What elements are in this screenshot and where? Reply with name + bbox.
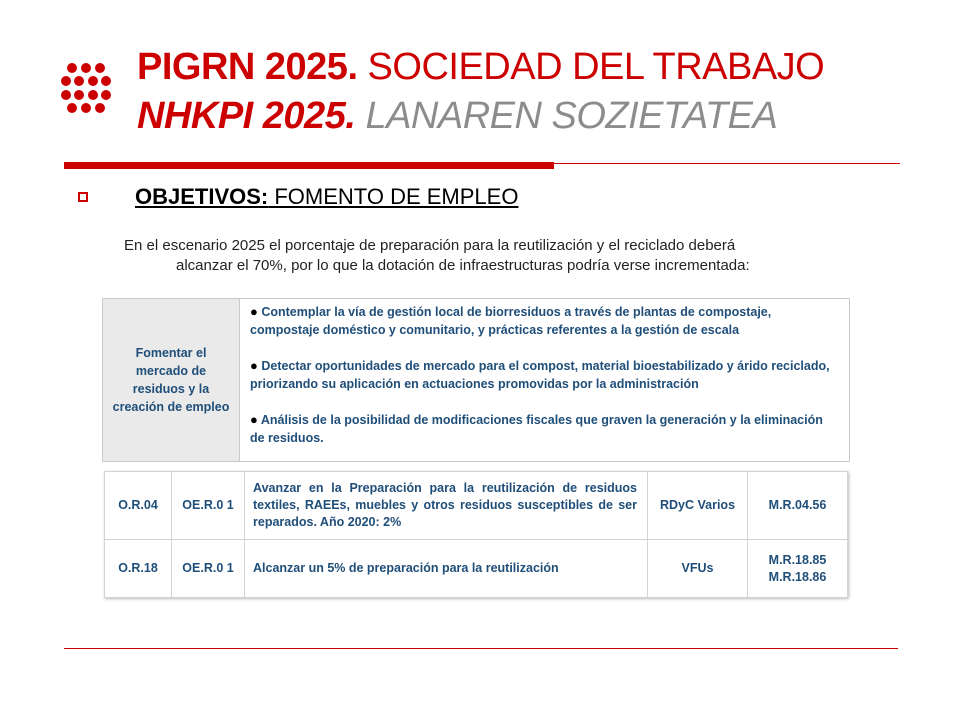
intro-line-2: alcanzar el 70%, por lo que la dotación de infraestructuras podría verse incrementada: (176, 257, 750, 274)
title-line1-rest: SOCIEDAD DEL TRABAJO (357, 46, 825, 88)
objective-responsible: VFUs (648, 540, 748, 598)
measures-table (102, 298, 850, 462)
objectives-table (104, 471, 848, 598)
table-row (105, 472, 848, 540)
objective-measure: M.R.18.85 M.R.18.86 (748, 540, 848, 598)
title-line2-rest: LANAREN SOZIETATEA (355, 95, 778, 137)
bullet-dot-icon: ● (250, 304, 258, 319)
square-bullet-icon (78, 192, 88, 202)
table-row (105, 540, 848, 598)
section-title: FOMENTO DE EMPLEO (268, 184, 519, 209)
footer-rule (64, 648, 898, 649)
measure-item (250, 303, 839, 339)
measures-list (240, 299, 849, 461)
measure-text: Análisis de la posibilidad de modificaciones fiscales que graven la generación y la eliminación de residuos. (250, 413, 823, 445)
measure-item (250, 357, 839, 393)
objective-measure: M.R.04.56 (748, 472, 848, 540)
bullet-dot-icon: ● (250, 412, 258, 427)
objective-description: Alcanzar un 5% de preparación para la reutilización (245, 540, 648, 598)
section-heading (135, 184, 518, 210)
bullet-dot-icon: ● (250, 358, 258, 373)
objective-responsible: RDyC Varios (648, 472, 748, 540)
objective-oe: OE.R.0 1 (172, 472, 245, 540)
title-line2-strong: NHKPI 2025. (137, 95, 356, 137)
dot-grid-logo-icon (60, 62, 112, 114)
section-keyword: OBJETIVOS: (135, 184, 269, 209)
objective-code: O.R.04 (105, 472, 172, 540)
objective-code: O.R.18 (105, 540, 172, 598)
page-title (137, 46, 824, 89)
page-subtitle (137, 95, 777, 138)
objective-description: Avanzar en la Preparación para la reutilización de residuos textiles, RAEEs, muebles y otros residuos susceptibles de ser reparados. Año 2020: 2% (245, 472, 648, 540)
measure-text: Contemplar la vía de gestión local de biorresiduos a través de plantas de compostaje, compostaje doméstico y comunitario, y prácticas referentes a la gestión de escala (250, 305, 772, 337)
header-thick-rule (64, 162, 554, 169)
intro-line-1: En el escenario 2025 el porcentaje de preparación para la reutilización y el reciclado deberá (124, 237, 736, 254)
objective-oe: OE.R.0 1 (172, 540, 245, 598)
title-line1-strong: PIGRN 2025. (137, 46, 358, 88)
intro-paragraph (124, 236, 924, 276)
measures-label: Fomentar el mercado de residuos y la creación de empleo (103, 299, 240, 461)
measure-text: Detectar oportunidades de mercado para el compost, material bioestabilizado y árido reciclado, priorizando su aplicación en actuaciones promovidas por la administración (250, 359, 830, 391)
measure-item (250, 411, 839, 447)
